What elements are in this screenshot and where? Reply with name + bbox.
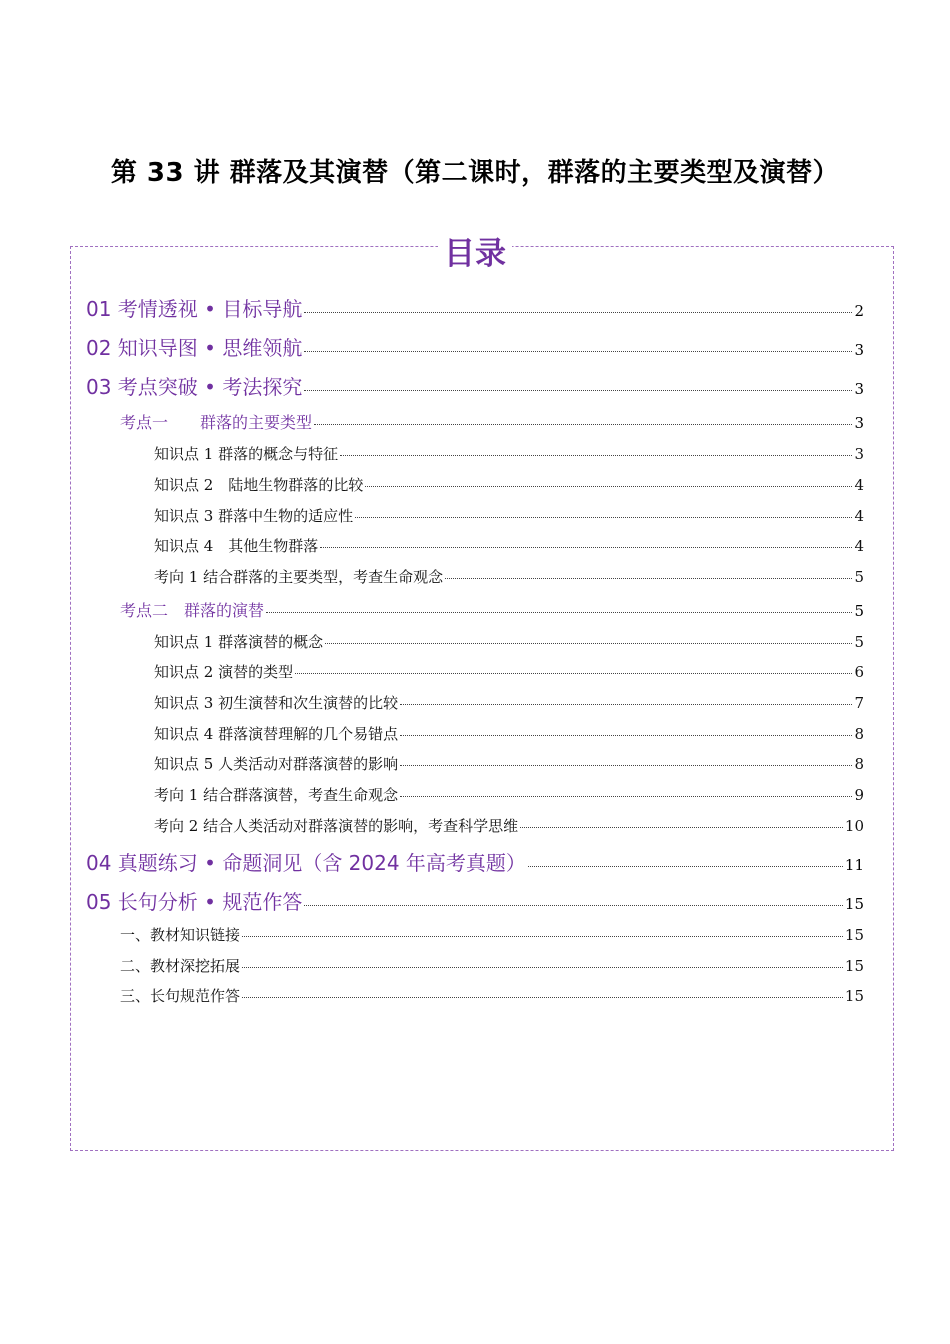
toc-entry-page: 5: [854, 602, 864, 620]
toc-entry-page: 4: [854, 537, 864, 555]
toc-entry-label: 01 考情透视 • 目标导航: [86, 297, 303, 321]
toc-entry-page: 3: [854, 445, 864, 463]
toc-entry-page: 15: [844, 987, 864, 1005]
toc-entry-label: 05 长句分析 • 规范作答: [86, 890, 303, 914]
toc-entry-section-1[interactable]: [120, 924, 864, 945]
toc-entry-page: 15: [844, 926, 864, 944]
dot-leader: [266, 612, 852, 613]
toc-entry-zhishidian[interactable]: [154, 443, 864, 464]
dot-leader: [400, 796, 852, 797]
dot-leader: [400, 704, 852, 705]
dot-leader: [445, 578, 852, 579]
toc-entry-kaoxiang[interactable]: [154, 784, 864, 805]
toc-entry-03[interactable]: [86, 371, 864, 400]
toc-entry-label: 知识点 4 其他生物群落: [154, 537, 319, 555]
toc-entry-label: 考点一 群落的主要类型: [120, 413, 313, 432]
toc-entry-page: 4: [854, 507, 864, 525]
toc-entry-page: 11: [844, 856, 864, 874]
toc-entry-section-3[interactable]: [120, 985, 864, 1006]
toc-entry-kaodian-1[interactable]: [120, 410, 864, 433]
toc-entry-page: 4: [854, 476, 864, 494]
toc-entry-page: 5: [854, 633, 864, 651]
toc-entry-zhishidian[interactable]: [154, 505, 864, 526]
toc-entry-05[interactable]: [86, 886, 864, 915]
toc-entry-page: 9: [854, 786, 864, 804]
dot-leader: [355, 517, 852, 518]
toc-entry-kaodian-2[interactable]: [120, 598, 864, 621]
toc-entry-label: 考向 1 结合群落演替，考查生命观念: [154, 786, 399, 804]
toc-entry-label: 知识点 5 人类活动对群落演替的影响: [154, 755, 399, 773]
toc-entry-label: 考点二 群落的演替: [120, 601, 265, 620]
toc-entry-label: 02 知识导图 • 思维领航: [86, 336, 303, 360]
toc-entry-label: 03 考点突破 • 考法探究: [86, 375, 303, 399]
toc-entry-kaoxiang[interactable]: [154, 815, 864, 836]
dot-leader: [320, 547, 852, 548]
toc-entry-page: 15: [844, 957, 864, 975]
toc-entry-02[interactable]: [86, 332, 864, 361]
toc-entry-04[interactable]: [86, 847, 864, 876]
dot-leader: [304, 312, 852, 313]
toc-entry-page: 5: [854, 568, 864, 586]
toc-entry-page: 2: [854, 302, 864, 320]
toc-entry-section-2[interactable]: [120, 955, 864, 976]
toc-entry-page: 3: [854, 414, 864, 432]
dot-leader: [365, 486, 852, 487]
toc-entry-zhishidian[interactable]: [154, 753, 864, 774]
toc-entry-label: 知识点 1 群落的概念与特征: [154, 445, 339, 463]
page-title: 第 33 讲 群落及其演替（第二课时，群落的主要类型及演替）: [110, 158, 840, 188]
dot-leader: [242, 936, 843, 937]
toc-entry-label: 考向 1 结合群落的主要类型，考查生命观念: [154, 568, 444, 586]
toc-heading-text: 目录: [438, 236, 512, 272]
dot-leader: [400, 735, 852, 736]
toc-entry-page: 8: [854, 725, 864, 743]
toc-entry-page: 3: [854, 380, 864, 398]
dot-leader: [304, 390, 852, 391]
dot-leader: [304, 905, 843, 906]
dot-leader: [242, 997, 843, 998]
toc-entry-page: 7: [854, 694, 864, 712]
toc-entry-kaoxiang[interactable]: [154, 566, 864, 587]
toc-entry-page: 3: [854, 341, 864, 359]
toc-entry-01[interactable]: [86, 293, 864, 322]
toc-entry-label: 考向 2 结合人类活动对群落演替的影响，考查科学思维: [154, 817, 519, 835]
toc-entry-zhishidian[interactable]: [154, 661, 864, 682]
dot-leader: [400, 765, 852, 766]
toc-entry-label: 知识点 3 群落中生物的适应性: [154, 507, 354, 525]
toc-entry-page: 6: [854, 663, 864, 681]
toc-entry-label: 一、教材知识链接: [120, 926, 241, 944]
toc-entry-page: 10: [844, 817, 864, 835]
dot-leader: [295, 673, 852, 674]
toc-entry-label: 知识点 3 初生演替和次生演替的比较: [154, 694, 399, 712]
dot-leader: [314, 424, 852, 425]
toc-entry-label: 知识点 4 群落演替理解的几个易错点: [154, 725, 399, 743]
toc-entry-label: 二、教材深挖拓展: [120, 957, 241, 975]
toc-heading: [0, 228, 950, 273]
dot-leader: [325, 643, 852, 644]
toc-entry-zhishidian[interactable]: [154, 474, 864, 495]
toc-entry-zhishidian[interactable]: [154, 692, 864, 713]
dot-leader: [242, 967, 843, 968]
toc-entry-page: 15: [844, 895, 864, 913]
toc-entry-zhishidian[interactable]: [154, 535, 864, 556]
toc-entry-label: 知识点 2 演替的类型: [154, 663, 294, 681]
toc-entry-page: 8: [854, 755, 864, 773]
dot-leader: [304, 351, 852, 352]
dot-leader: [528, 866, 843, 867]
dot-leader: [340, 455, 852, 456]
toc-entry-label: 知识点 2 陆地生物群落的比较: [154, 476, 364, 494]
dot-leader: [520, 827, 843, 828]
toc-entry-label: 知识点 1 群落演替的概念: [154, 633, 324, 651]
toc-entry-zhishidian[interactable]: [154, 631, 864, 652]
toc-entry-label: 04 真题练习 • 命题洞见（含 2024 年高考真题）: [86, 851, 526, 875]
toc-entry-label: 三、长句规范作答: [120, 987, 241, 1005]
toc-entry-zhishidian[interactable]: [154, 723, 864, 744]
